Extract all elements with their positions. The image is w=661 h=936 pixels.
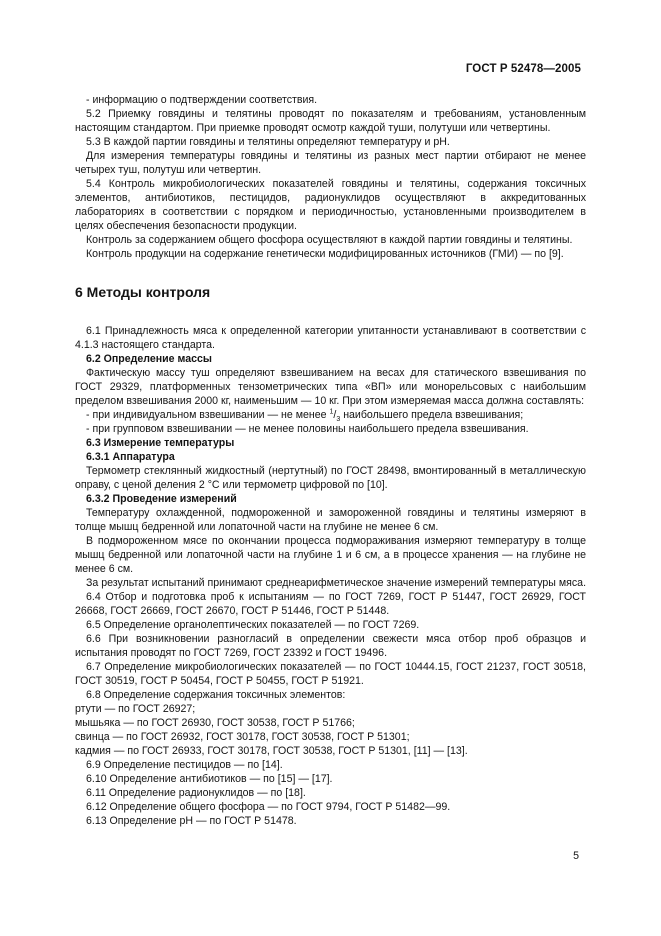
paragraph: 6.7 Определение микробиологических показателей — по ГОСТ 10444.15, ГОСТ 21237, ГОСТ 30518, ГОСТ 30519, ГОСТ Р 50454, ГОСТ Р 50455, ГОСТ Р 51921.: [75, 661, 586, 687]
paragraph: 6.5 Определение органолептических показателей — по ГОСТ 7269.: [86, 619, 420, 631]
text-fragment: наибольшего предела взвешивания;: [340, 409, 524, 421]
paragraph: 6.1 Принадлежность мяса к определенной категории упитанности устанавливают в соответствии с 4.1.3 настоящего стандарта.: [75, 325, 586, 351]
paragraph: 6.4 Отбор и подготовка проб к испытаниям — по ГОСТ 7269, ГОСТ Р 51447, ГОСТ 26929, ГОСТ 26668, ГОСТ 26669, ГОСТ 26670, ГОСТ Р 51446, ГОСТ Р 51448.: [75, 591, 586, 617]
paragraph: 6.6 При возникновении разногласий в определении свежести мяса отбор проб образцов и испытания проводят по ГОСТ 7269, ГОСТ 23392 и ГОСТ 19496.: [75, 633, 586, 659]
page-number: 5: [573, 850, 579, 862]
paragraph: 5.2 Приемку говядины и телятины проводят по показателям и требованиям, установленным настоящим стандартом. При приемке проводят осмотр каждой туши, полутуши или четвертины.: [75, 108, 586, 134]
list-item: мышьяка — по ГОСТ 26930, ГОСТ 30538, ГОСТ Р 51766;: [75, 717, 355, 729]
paragraph: 6.9 Определение пестицидов — по [14].: [86, 759, 283, 771]
text-fragment: - при индивидуальном взвешивании — не менее: [86, 409, 330, 421]
paragraph: 5.4 Контроль микробиологических показателей говядины и телятины, содержания токсичных элементов, антибиотиков, пестицидов, радионуклидов осуществляют в аккредитованных лабораториях в соответствии с порядком и периодичностью, установленными производителем в целях обеспечения безопасности продукции.: [75, 178, 586, 232]
paragraph: 6.10 Определение антибиотиков — по [15] — [17].: [86, 773, 333, 785]
paragraph: В подмороженном мясе по окончании процесса подмораживания измеряют температуру в толще мышц бедренной или лопаточной части на глубине 1 и 6 см, а в процессе хранения — на глубине не менее 6 см.: [75, 535, 586, 575]
fraction-denominator: 3: [336, 416, 341, 424]
fraction-numerator: 1: [329, 408, 334, 416]
paragraph: Термометр стеклянный жидкостный (нертутный) по ГОСТ 28498, вмонтированный в металлическую оправу, с ценой деления 2 °С или термометр цифровой по [10].: [75, 465, 586, 491]
paragraph: Контроль продукции на содержание генетически модифицированных источников (ГМИ) — по [9].: [86, 248, 564, 260]
paragraph: - при индивидуальном взвешивании — не менее $^1/_3$ наибольшего предела взвешивания;: [86, 408, 524, 424]
subsection-heading: 6.3 Измерение температуры: [86, 437, 235, 449]
paragraph: За результат испытаний принимают среднеарифметическое значение измерений температуры мяса.: [86, 577, 587, 589]
section-6-body: [75, 324, 586, 828]
paragraph: Температуру охлажденной, подмороженной и замороженной говядины и телятины измеряют в толще мышц бедренной или лопаточной части на глубине не менее 6 см.: [75, 507, 586, 533]
paragraph: 6.13 Определение рН — по ГОСТ Р 51478.: [86, 815, 297, 827]
document-header: ГОСТ Р 52478—2005: [465, 63, 581, 75]
subsection-heading: 6.2 Определение массы: [86, 353, 212, 365]
paragraph: 6.11 Определение радионуклидов — по [18].: [86, 787, 306, 799]
paragraph: Фактическую массу туш определяют взвешиванием на весах для статического взвешивания по ГОСТ 29329, платформенных тензометрических типа «ВП» или монорельсовых с наибольшим пределом взвешивания 2000 кг, наименьшим — 10 кг. При этом измеряемая масса должна составлять:: [75, 367, 586, 407]
paragraph: 5.3 В каждой партии говядины и телятины определяют температуру и рН.: [86, 136, 450, 148]
paragraph: 6.8 Определение содержания токсичных элементов:: [86, 689, 346, 701]
section-heading: 6 Методы контроля: [75, 284, 211, 300]
subsection-heading: 6.3.1 Аппаратура: [86, 451, 175, 463]
paragraph: Контроль за содержанием общего фосфора осуществляют в каждой партии говядины и телятины.: [86, 234, 573, 246]
paragraph: Для измерения температуры говядины и телятины из разных мест партии отбирают не менее четырех туш, полутуш или четвертин.: [75, 150, 586, 176]
section-5-continuation: [75, 93, 586, 261]
paragraph: - информацию о подтверждении соответствия.: [86, 94, 318, 106]
paragraph: 6.12 Определение общего фосфора — по ГОСТ 9794, ГОСТ Р 51482—99.: [86, 801, 451, 813]
list-item: кадмия — по ГОСТ 26933, ГОСТ 30178, ГОСТ 30538, ГОСТ Р 51301, [11] — [13].: [75, 745, 468, 757]
list-item: свинца — по ГОСТ 26932, ГОСТ 30178, ГОСТ 30538, ГОСТ Р 51301;: [75, 731, 410, 743]
paragraph: - при групповом взвешивании — не менее половины наибольшего предела взвешивания.: [86, 423, 529, 435]
list-item: ртути — по ГОСТ 26927;: [75, 703, 196, 715]
subsection-heading: 6.3.2 Проведение измерений: [86, 493, 237, 505]
